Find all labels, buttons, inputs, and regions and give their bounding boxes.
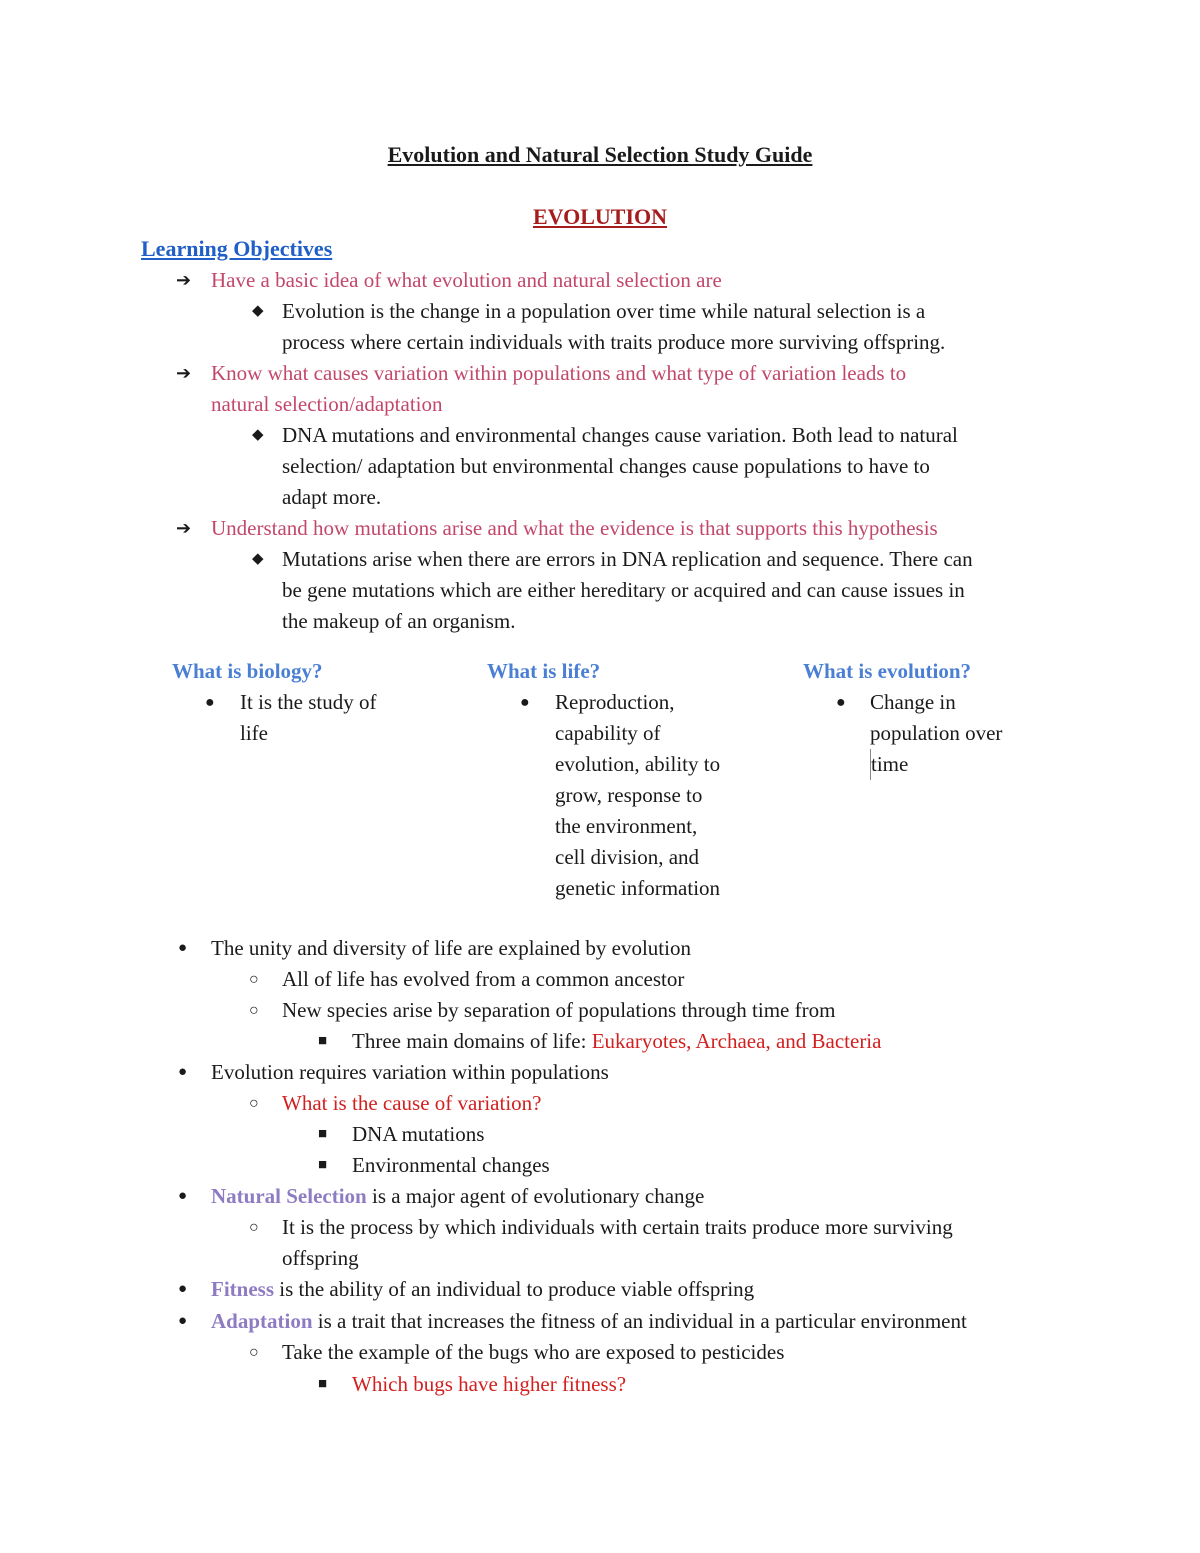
note-bugs-example: Take the example of the bugs who are exposed to pesticides: [282, 1340, 785, 1364]
note-unity: The unity and diversity of life are explained by evolution: [211, 936, 691, 960]
circle-bullet-icon: ○: [249, 1095, 259, 1112]
note-variation: Evolution requires variation within populations: [211, 1060, 609, 1084]
arrow-bullet-icon: ➔: [176, 518, 192, 538]
dot-bullet-icon: ●: [178, 1064, 188, 1080]
dot-bullet-icon: ●: [205, 694, 215, 711]
evolution-line-2: population over: [870, 721, 1003, 745]
circle-bullet-icon: ○: [249, 971, 259, 988]
square-bullet-icon: ■: [318, 1126, 328, 1142]
note-variation-question: What is the cause of variation?: [282, 1091, 542, 1115]
objective-2-answer-line-3: adapt more.: [282, 485, 382, 509]
domains-prefix: Three main domains of life:: [352, 1029, 592, 1053]
dot-bullet-icon: ●: [178, 940, 188, 956]
objective-1-answer-line-1: Evolution is the change in a population over time while natural selection is a: [282, 299, 926, 323]
objective-3-answer-line-1: Mutations arise when there are errors in DNA replication and sequence. There can: [282, 547, 973, 571]
evolution-line-3: time: [870, 749, 908, 780]
note-env-changes: Environmental changes: [352, 1153, 550, 1177]
term-natural-selection: Natural Selection: [211, 1184, 367, 1208]
dot-bullet-icon: ●: [178, 1188, 188, 1204]
life-line-5: the environment,: [555, 814, 698, 838]
arrow-bullet-icon: ➔: [176, 270, 192, 290]
life-line-7: genetic information: [555, 876, 721, 900]
learning-objectives-heading: Learning Objectives: [141, 236, 333, 261]
objective-2-answer-line-1: DNA mutations and environmental changes cause variation. Both lead to natural: [282, 423, 958, 447]
square-bullet-icon: ■: [318, 1033, 328, 1049]
section-heading-evolution: EVOLUTION: [532, 204, 668, 229]
circle-bullet-icon: ○: [249, 1219, 259, 1236]
diamond-bullet-icon: ◆: [252, 551, 264, 567]
square-bullet-icon: ■: [318, 1157, 328, 1173]
column-heading-life: What is life?: [487, 659, 601, 683]
objective-2-line-1: Know what causes variation within populations and what type of variation leads to: [211, 361, 907, 385]
note-ns-definition-line-2: offspring: [282, 1246, 359, 1270]
note-bugs-question: Which bugs have higher fitness?: [352, 1372, 627, 1396]
life-line-2: capability of: [555, 721, 661, 745]
dot-bullet-icon: ●: [178, 1313, 188, 1329]
note-domains: [352, 1026, 881, 1057]
fitness-rest: is the ability of an individual to produce viable offspring: [274, 1277, 755, 1301]
note-ns-definition-line-1: It is the process by which individuals with certain traits produce more surviving: [282, 1215, 953, 1239]
biology-line-2: life: [240, 721, 268, 745]
dot-bullet-icon: ●: [836, 694, 846, 711]
dot-bullet-icon: ●: [178, 1281, 188, 1297]
note-dna-mutations: DNA mutations: [352, 1122, 485, 1146]
life-line-3: evolution, ability to: [555, 752, 721, 776]
biology-line-1: It is the study of: [240, 690, 377, 714]
objective-3: Understand how mutations arise and what the evidence is that supports this hypothesis: [211, 516, 938, 540]
document-title: Evolution and Natural Selection Study Guide: [387, 142, 813, 167]
square-bullet-icon: ■: [318, 1376, 328, 1392]
note-natural-selection: [211, 1181, 704, 1212]
note-adaptation: [211, 1306, 967, 1337]
diamond-bullet-icon: ◆: [252, 427, 264, 443]
note-new-species: New species arise by separation of populations through time from: [282, 998, 836, 1022]
objective-3-answer-line-2: be gene mutations which are either hereditary or acquired and can cause issues in: [282, 578, 965, 602]
objective-3-answer-line-3: the makeup of an organism.: [282, 609, 516, 633]
column-heading-biology: What is biology?: [172, 659, 323, 683]
circle-bullet-icon: ○: [249, 1344, 259, 1361]
arrow-bullet-icon: ➔: [176, 363, 192, 383]
life-line-4: grow, response to: [555, 783, 703, 807]
note-common-ancestor: All of life has evolved from a common ancestor: [282, 967, 685, 991]
circle-bullet-icon: ○: [249, 1002, 259, 1019]
note-fitness: [211, 1274, 754, 1305]
column-heading-evolution: What is evolution?: [803, 659, 972, 683]
objective-1: Have a basic idea of what evolution and natural selection are: [211, 268, 722, 292]
adaptation-rest: is a trait that increases the fitness of an individual in a particular environment: [312, 1309, 967, 1333]
term-fitness: Fitness: [211, 1277, 274, 1301]
objective-2-line-2: natural selection/adaptation: [211, 392, 443, 416]
diamond-bullet-icon: ◆: [252, 303, 264, 319]
natural-selection-rest: is a major agent of evolutionary change: [366, 1184, 705, 1208]
domains-list: Eukaryotes, Archaea, and Bacteria: [591, 1029, 882, 1053]
evolution-line-1: Change in: [870, 690, 956, 714]
dot-bullet-icon: ●: [520, 694, 530, 711]
objective-1-answer-line-2: process where certain individuals with traits produce more surviving offspring.: [282, 330, 946, 354]
life-line-6: cell division, and: [555, 845, 700, 869]
term-adaptation: Adaptation: [211, 1309, 313, 1333]
objective-2-answer-line-2: selection/ adaptation but environmental changes cause populations to have to: [282, 454, 930, 478]
life-line-1: Reproduction,: [555, 690, 675, 714]
